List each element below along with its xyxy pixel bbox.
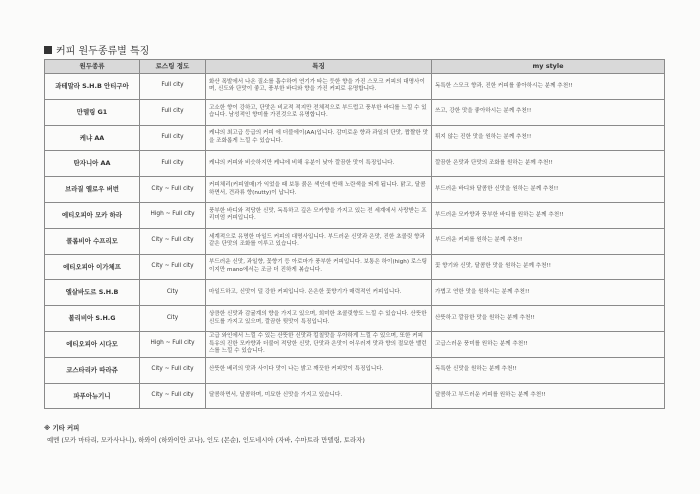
notes-heading: ※ 기타 커피: [44, 424, 80, 432]
table-row: [45, 125, 665, 151]
section-title-text: 커피 원두종류별 특징: [56, 46, 150, 57]
bean-name: 브라질 옐로우 버번: [45, 177, 140, 203]
section-title: [44, 42, 149, 57]
style-text: 쓰고, 강한 맛을 좋아하시는 분께 추천!!: [432, 99, 665, 125]
header-bean: 원두종류: [45, 60, 140, 74]
feature-text: 케냐의 커피와 비슷하지만 케냐에 비해 유분이 낮아 깔끔한 맛이 특징입니다.: [206, 151, 432, 177]
bean-name: 과테말라 S.H.B 안티구아: [45, 74, 140, 100]
style-text: 부드러운 바디와 달콤한 신맛을 원하는 분께 추천!!: [432, 177, 665, 203]
roast-level: Full city: [140, 151, 206, 177]
table-row: [45, 306, 665, 332]
bean-name: 탄자니아 AA: [45, 151, 140, 177]
bean-name: 에티오피아 이가체프: [45, 254, 140, 280]
style-text: 달콤하고 부드러운 커피를 원하는 분께 추천!!: [432, 383, 665, 409]
feature-text: 커피체리(커피열매)가 익었을 때 보통 붉은 색인데 반해 노란색을 띄게 됩니다. 맑고, 달콤하면서, 견과류 향(nutty)이 납니다.: [206, 177, 432, 203]
roast-level: City ~ Full city: [140, 177, 206, 203]
table-header-row: [45, 60, 665, 74]
table-row: [45, 383, 665, 409]
roast-level: Full city: [140, 99, 206, 125]
feature-text: 케냐의 최고급 등급의 커피 에 더블에이(AA)입니다. 감미로운 향과 과일의 단맛, 짭짤한 맛을 조화롭게 느낄 수 있습니다.: [206, 125, 432, 151]
notes-body: 예멘 (모카 마타리, 모카사나니), 하와이 (하와이안 코나), 인도 (몬순), 인도네시아 (자바, 수마트라 만델링, 토라자): [47, 436, 365, 444]
roast-level: City ~ Full city: [140, 254, 206, 280]
feature-text: 세계적으로 유명한 마일드 커피의 대명사입니다. 부드러운 신맛과 은맛, 진한 초콜릿 향과 같은 단맛의 조화를 이루고 있습니다.: [206, 228, 432, 254]
table-row: [45, 331, 665, 357]
table-row: [45, 228, 665, 254]
header-style: my style: [432, 60, 665, 74]
bullet-square-icon: [44, 46, 52, 54]
feature-text: 부드러운 신맛, 과일향, 꽃향기 등 아로마가 풍부한 커피입니다. 보통은 하이(high) 로스팅이지만 mano에서는 조금 더 진하게 볶습니다.: [206, 254, 432, 280]
roast-level: Full city: [140, 74, 206, 100]
bean-name: 케냐 AA: [45, 125, 140, 151]
feature-text: 산뜻한 베리의 맛과 사이다 맛이 나는 밝고 깨끗한 커피맛이 특징입니다.: [206, 357, 432, 383]
feature-text: 상큼한 신맛과 감귤계의 향을 가지고 있으며, 희미한 초콜릿향도 느낄 수 있습니다. 산뜻한 신도를 가지고 있으며, 깔끔한 뒷맛이 특징입니다.: [206, 306, 432, 332]
roast-level: City: [140, 280, 206, 306]
feature-text: 풍부한 바디와 적당한 신맛, 독특하고 깊은 모카향을 가지고 있는 전 세계에서 사랑받는 프리미엄 커피입니다.: [206, 202, 432, 228]
bean-name: 만델링 G1: [45, 99, 140, 125]
style-text: 튀지 않는 진한 맛을 원하는 분께 추천!!: [432, 125, 665, 151]
table-row: [45, 177, 665, 203]
style-text: 부드러운 모카향과 풍부한 바디를 원하는 분께 추천!!: [432, 202, 665, 228]
style-text: 독특한 신맛을 원하는 분께 추천!!: [432, 357, 665, 383]
bean-name: 볼리비아 S.H.G: [45, 306, 140, 332]
coffee-table: [44, 59, 665, 409]
table-row: [45, 202, 665, 228]
bean-name: 엘살바도르 S.H.B: [45, 280, 140, 306]
bean-name: 에티오피아 모카 하라: [45, 202, 140, 228]
roast-level: High ~ Full city: [140, 331, 206, 357]
style-text: 부드러운 커피를 원하는 분께 추천!!: [432, 228, 665, 254]
table-row: [45, 74, 665, 100]
style-text: 가볍고 연한 맛을 원하시는 분께 추천!!: [432, 280, 665, 306]
style-text: 독특한 스모크 향과, 진한 커피를 좋아하시는 분께 추천!!: [432, 74, 665, 100]
style-text: 꽃 향기와 신맛, 달콤한 맛을 원하는 분께 추천!!: [432, 254, 665, 280]
table-row: [45, 254, 665, 280]
roast-level: Full city: [140, 125, 206, 151]
feature-text: 화산 폭발에서 나온 질소를 흡수하여 연기가 타는 듯한 향을 가진 스모크 커피의 대명사이며, 신도와 단맛이 좋고, 풍부한 바디와 향을 가진 커피로 유명합니다.: [206, 74, 432, 100]
other-coffee-notes: [44, 423, 664, 444]
feature-text: 고급 와인에서 느낄 수 있는 산뜻한 신맛과 킬칠맛을 우아하게 느낄 수 있으며, 또한 커피 특유의 진한 모카향과 더불어 적당한 신맛, 단맛과 은맛이 어우러져 맛과 향의 절묘한 밸런스를 느낄 수 있습니다.: [206, 331, 432, 357]
roast-level: City ~ Full city: [140, 357, 206, 383]
table-row: [45, 280, 665, 306]
roast-level: City ~ Full city: [140, 383, 206, 409]
roast-level: City: [140, 306, 206, 332]
feature-text: 고소한 향이 강하고, 단맛은 비교적 적지만 전체적으로 부드럽고 풍부한 바디를 느낄 수 있습니다. 남성적인 향미를 가진것으로 유명합니다.: [206, 99, 432, 125]
style-text: 고급스러운 풍미를 원하는 분께 추천!!: [432, 331, 665, 357]
bean-name: 파푸아뉴기니: [45, 383, 140, 409]
table-row: [45, 151, 665, 177]
table-row: [45, 99, 665, 125]
roast-level: City ~ Full city: [140, 228, 206, 254]
feature-text: 마일드하고, 신맛이 덜 강한 커피입니다. 은은한 꽃향기가 매력적인 커피입니다.: [206, 280, 432, 306]
bean-name: 콜롬비아 수프리모: [45, 228, 140, 254]
style-text: 깔끔한 은맛과 단맛의 조화를 원하는 분께 추천!!: [432, 151, 665, 177]
style-text: 산뜻하고 깔끔한 맛을 원하는 분께 추천!!: [432, 306, 665, 332]
roast-level: High ~ Full city: [140, 202, 206, 228]
header-roast: 로스팅 정도: [140, 60, 206, 74]
bean-name: 에티오피아 시다모: [45, 331, 140, 357]
bean-name: 코스타리카 따라쥬: [45, 357, 140, 383]
feature-text: 달콤하면서, 달콤하며, 미묘한 신맛을 가지고 있습니다.: [206, 383, 432, 409]
table-row: [45, 357, 665, 383]
header-feature: 특징: [206, 60, 432, 74]
